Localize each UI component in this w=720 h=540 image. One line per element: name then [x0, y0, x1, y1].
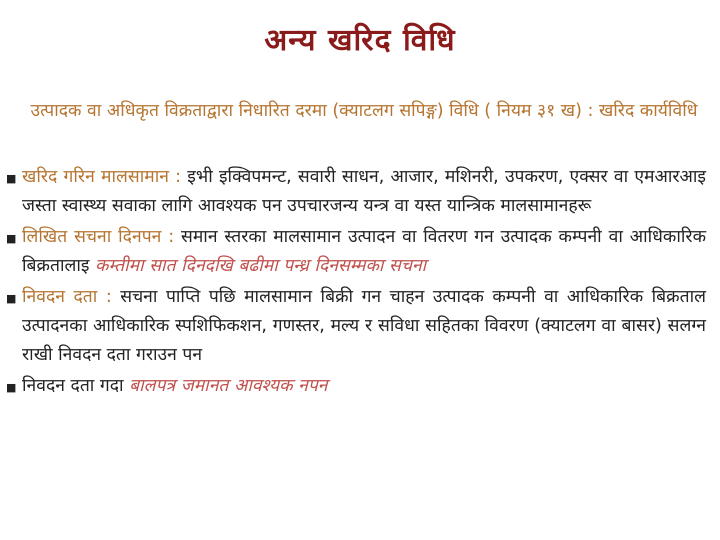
bullet-emphasis: कम्तीमा सात दिनदखि बढीमा पन्ध्र दिनसम्मका सचना: [95, 256, 427, 276]
bullet-text: निवदन दता गदा: [22, 376, 130, 396]
bullet-label: निवदन दता :: [22, 287, 112, 307]
bullet-item: [6, 223, 706, 281]
square-bullet-icon: ■: [6, 232, 17, 245]
square-bullet-icon: ■: [6, 381, 17, 394]
bullet-label: खरिद गरिन मालसामान :: [22, 167, 182, 187]
bullet-text: इभी इक्विपमन्ट, सवारी साधन, आजार, मशिनरी, उपकरण, एक्सर वा एमआरआइ जस्ता स्वास्थ्य सवाका लागि आवश्यक पन उपचारजन्य यन्त्र वा यस्त यान्त्रिक मालसामानहरू: [22, 167, 706, 216]
page-title: अन्य खरिद विधि: [264, 23, 456, 58]
square-bullet-icon: ■: [6, 292, 17, 305]
bullet-label: लिखित सचना दिनपन :: [22, 227, 175, 247]
bullet-list: [6, 163, 706, 403]
bullet-item: [6, 163, 706, 221]
bullet-text: सचना पाप्ति पछि मालसामान बिक्री गन चाहन उत्पादक कम्पनी वा आधिकारिक बिक्रताल उत्पादनका आधिकारिक स्पशिफिकशन, गणस्तर, मल्य र सविधा सहितका विवरण (क्याटलग वा बासर) सलग्न राखी निवदन दता गराउन पन: [22, 287, 706, 365]
bullet-text: समान स्तरका मालसामान उत्पादन वा वितरण गन उत्पादक कम्पनी वा आधिकारिक बिक्रतालाइ: [22, 227, 707, 276]
square-bullet-icon: ■: [6, 172, 17, 185]
intro-heading: उत्पादक वा अधिकृत विक्रताद्वारा निधारित दरमा (क्याटलग सपिङ्ग) विधि ( नियम ३१ ख) : खरिद कार्यविधि: [30, 101, 698, 121]
bullet-emphasis: बालपत्र जमानत आवश्यक नपन: [129, 376, 328, 396]
bullet-item: [6, 372, 706, 401]
bullet-item: [6, 283, 706, 370]
